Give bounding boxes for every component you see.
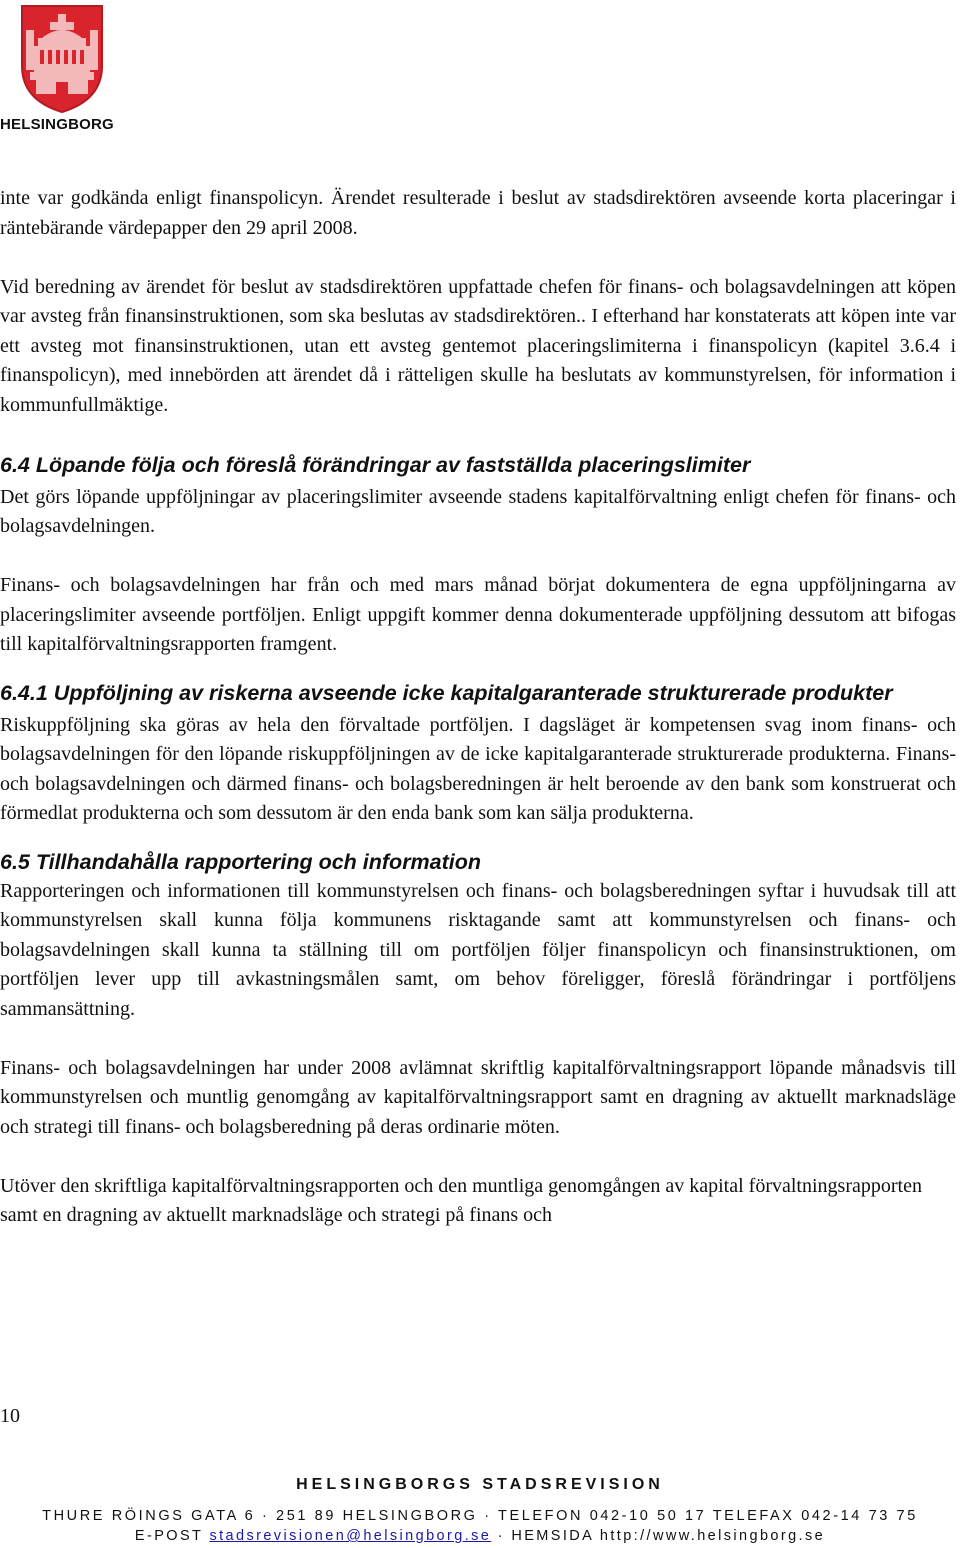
section-heading-6-4: 6.4 Löpande följa och föreslå förändringar av fastställda placeringslimiter: [0, 452, 751, 477]
email-link[interactable]: stadsrevisionen@helsingborg.se: [209, 1528, 492, 1544]
paragraph: Vid beredning av ärendet för beslut av stadsdirektören uppfattade chefen för finans- och bolagsavdelningen att köpen var avsteg från finansinstruktionen, som ska beslutas av stadsdirektören.. I efterhand har konstaterats att köpen inte var ett avsteg mot finansinstruktionen, utan ett avsteg gentemot placeringslimiterna i finanspolicyn (kapitel 3.6.4 i finanspolicyn), med innebörden att ärendet då i rätteligen skulle ha beslutats av kommunstyrelsen, för information i kommunfullmäktige.: [0, 275, 956, 416]
separator: ·: [497, 1528, 505, 1544]
city-shield-icon: [20, 4, 104, 114]
logo-wordmark: HELSINGBORG: [0, 116, 114, 133]
website-label: HEMSIDA: [511, 1528, 594, 1544]
document-body: [0, 184, 956, 1231]
paragraph: Finans- och bolagsavdelningen har från och med mars månad börjat dokumentera de egna uppföljningarna av placeringslimiter avseende portföljen. Enligt uppgift kommer denna dokumenterade uppföljning dessutom att bifogas till kapitalförvaltningsrapporten framgent.: [0, 574, 956, 655]
paragraph: inte var godkända enligt finanspolicyn. Ärendet resulterade i beslut av stadsdirektören avseende korta placeringar i räntebärande värdepapper den 29 april 2008.: [0, 187, 956, 239]
helsingborg-logo: [0, 0, 124, 140]
footer-address: THURE RÖINGS GATA 6 · 251 89 HELSINGBORG · TELEFON 042-10 50 17 TELEFAX 042-14 73 75: [42, 1508, 918, 1524]
footer-organization: HELSINGBORGS STADSREVISION: [296, 1476, 664, 1493]
page-number: 10: [0, 1405, 20, 1427]
paragraph: Riskuppföljning ska göras av hela den förvaltade portföljen. I dagsläget är kompetensen svag inom finans- och bolagsavdelningen för den löpande riskuppföljningen av de icke kapitalgaranterade strukturerade produkterna. Finans- och bolagsavdelningen och därmed finans- och bolagsberedningen är helt beroende av den bank som konstruerat och förmedlat produkterna och som dessutom är den enda bank som kan sälja produkterna.: [0, 713, 956, 824]
paragraph: Det görs löpande uppföljningar av placeringslimiter avseende stadens kapitalförvaltning enligt chefen för finans- och bolagsavdelningen.: [0, 485, 956, 537]
paragraph: Finans- och bolagsavdelningen har under 2008 avlämnat skriftlig kapitalförvaltningsrapport löpande månadsvis till kommunstyrelsen och muntlig genomgång av kapitalförvaltningsrapport samt en dragning av aktuellt marknadsläge och strategi till finans- och bolagsberedning på deras ordinarie möten.: [0, 1056, 956, 1138]
paragraph: Rapporteringen och informationen till kommunstyrelsen och finans- och bolagsberedningen syftar i huvudsak till att kommunstyrelsen skall kunna följa kommunens risktagande samt att kommunstyrelsen och finans- och bolagsavdelningen skall kunna ta ställning till om portföljen följer finanspolicyn och finansinstruktionen, om portföljen lever upp till avkastningsmålen samt, om behov föreligger, föreslå förändringar i portföljens sammansättning.: [0, 879, 956, 1020]
section-heading-6-5: 6.5 Tillhandahålla rapportering och information: [0, 849, 482, 874]
footer-contact: [0, 1528, 960, 1544]
paragraph: Utöver den skriftliga kapitalförvaltningsrapporten och den muntliga genomgången av kapital förvaltningsrapporten samt en dragning av aktuellt marknadsläge och strategi på finans och: [0, 1174, 922, 1226]
email-label: E-POST: [134, 1528, 204, 1544]
website-url[interactable]: http://www.helsingborg.se: [599, 1528, 826, 1544]
section-heading-6-4-1: 6.4.1 Uppföljning av riskerna avseende icke kapitalgaranterade strukturerade produkter: [0, 680, 893, 705]
